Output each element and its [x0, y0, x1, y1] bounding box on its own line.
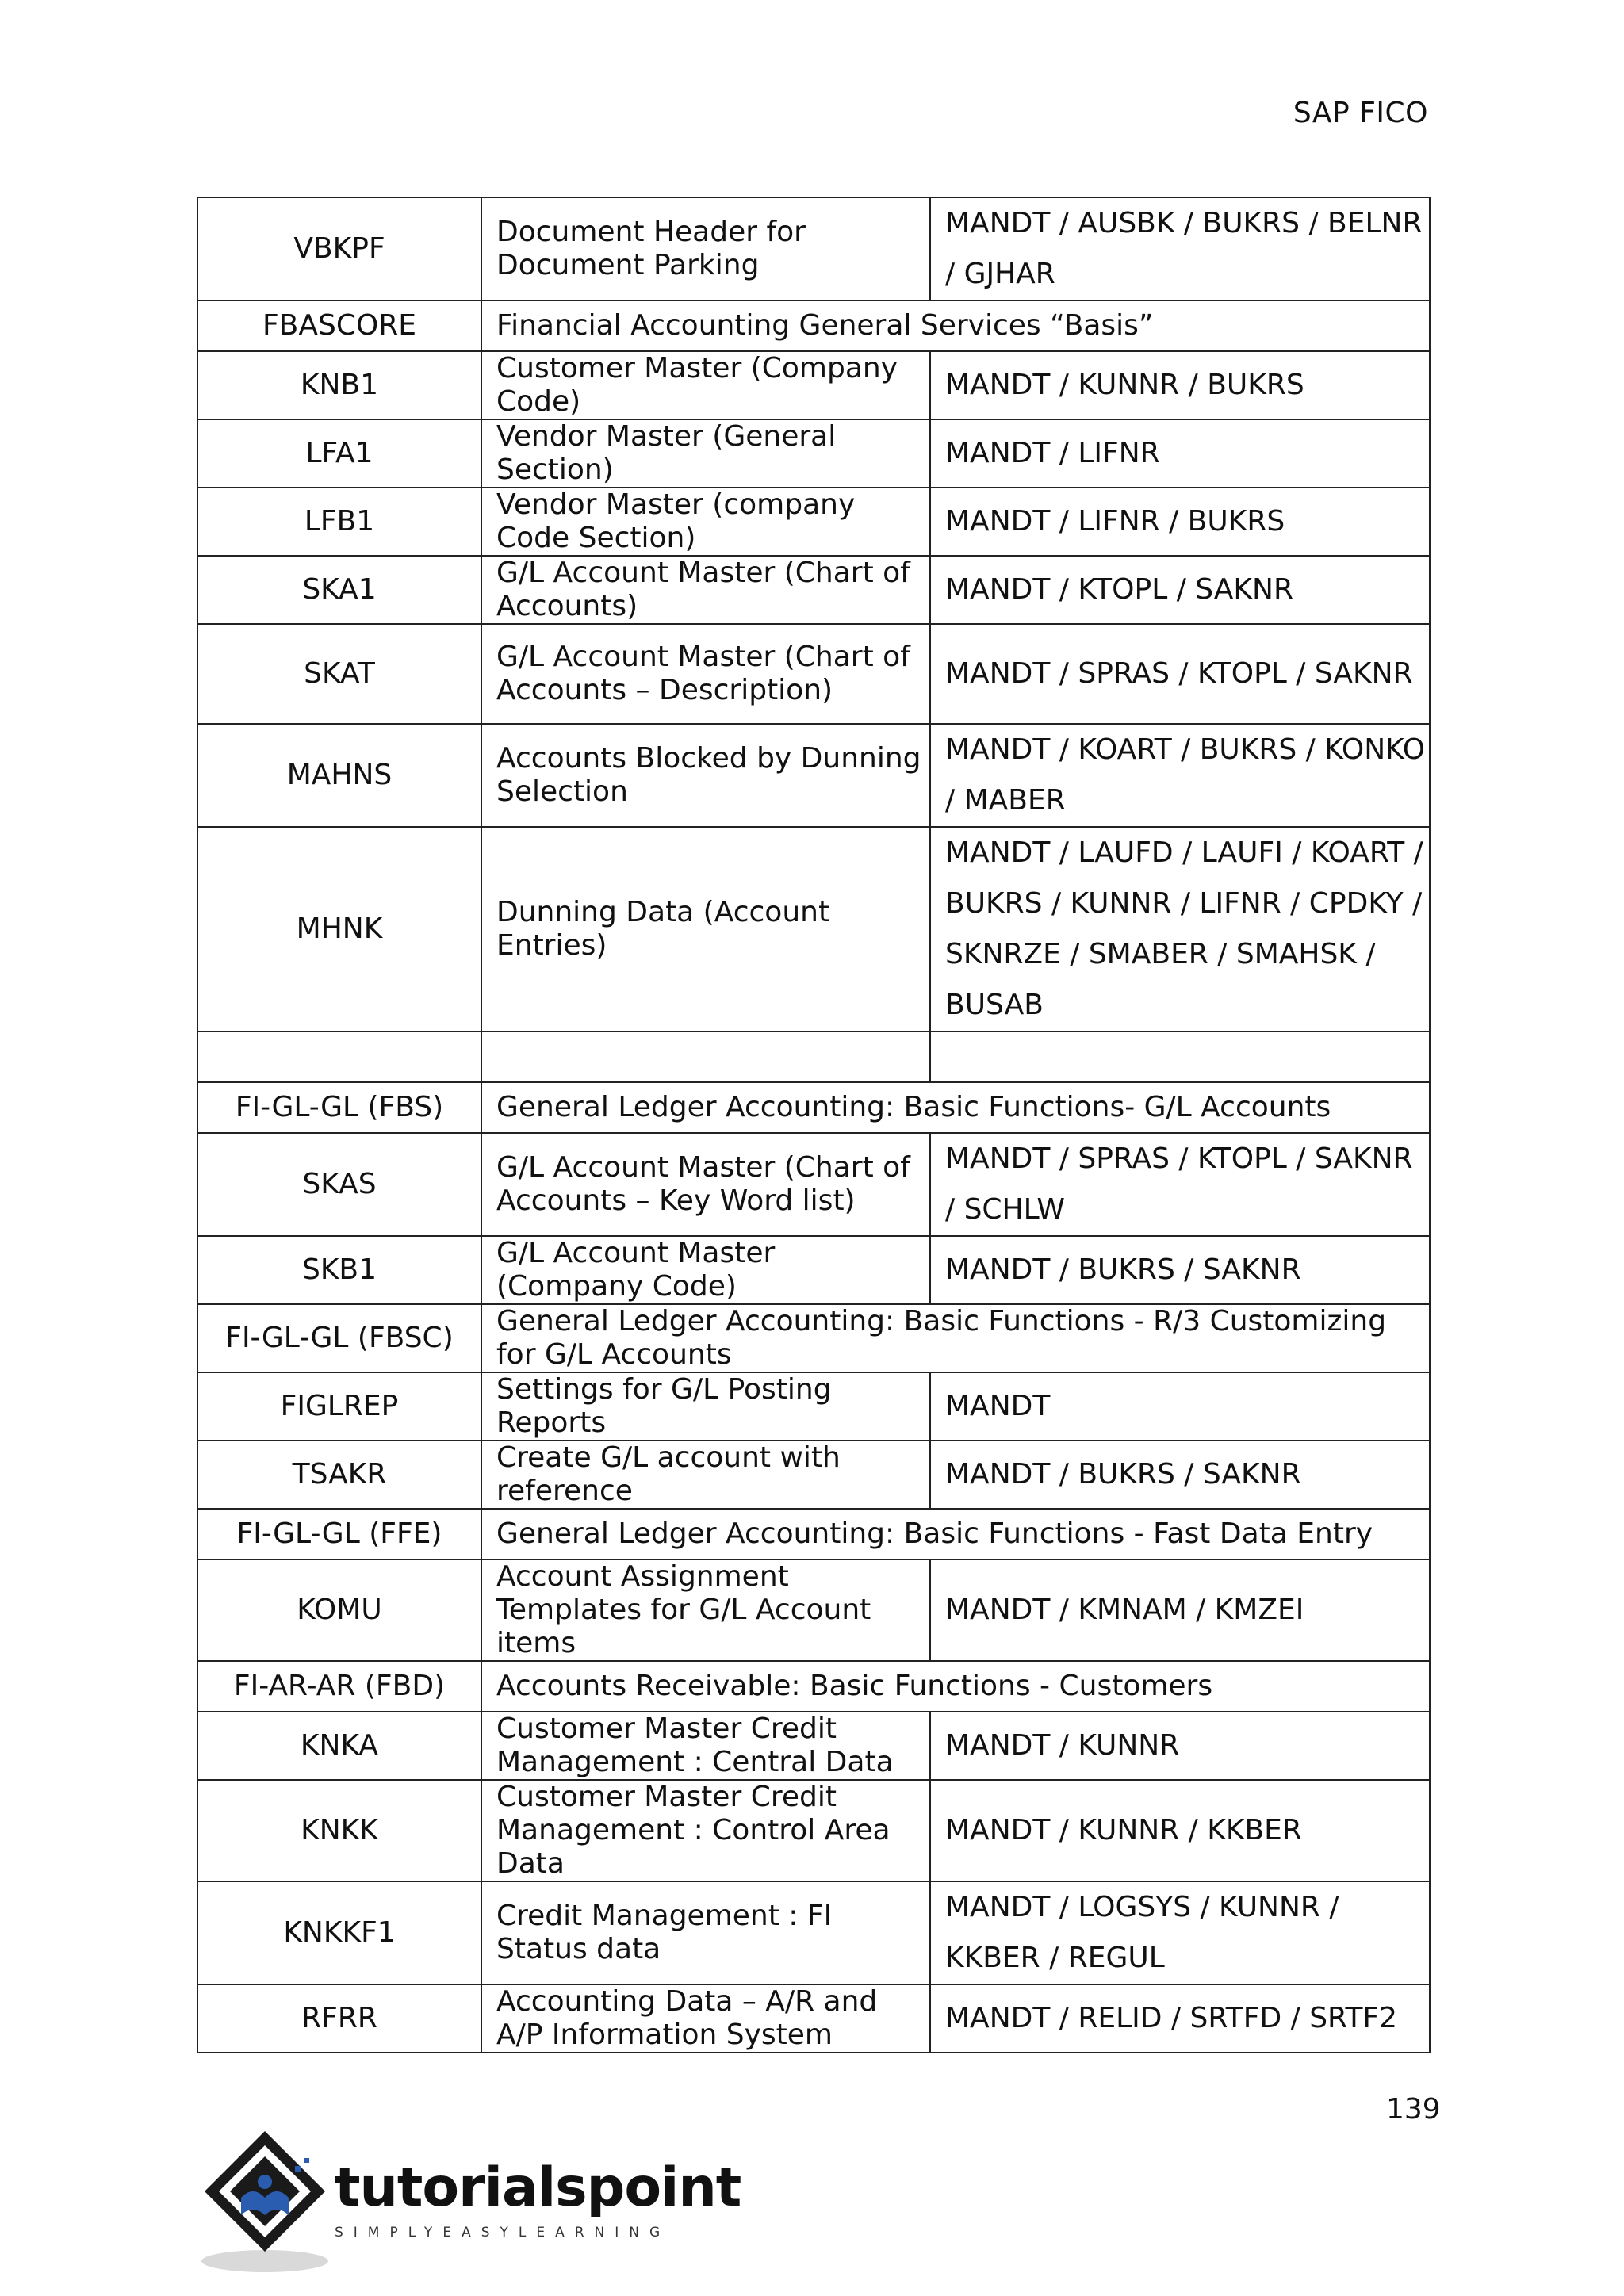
- table-keys-cell: MANDT / LIFNR / BUKRS: [930, 488, 1430, 556]
- page-header-title: SAP FICO: [1293, 97, 1428, 129]
- table-code-cell: FI-GL-GL (FBS): [197, 1082, 481, 1133]
- table-keys-cell: MANDT / KUNNR / KKBER: [930, 1780, 1430, 1881]
- table-code-cell: KNKKF1: [197, 1881, 481, 1984]
- table-description-cell: Accounts Blocked by Dunning Selection: [481, 724, 930, 827]
- table-row: [197, 827, 1430, 1031]
- table-code-cell: TSAKR: [197, 1441, 481, 1509]
- table-description-cell: Accounting Data – A/R and A/P Information System: [481, 1984, 930, 2053]
- sap-tables-table: [197, 197, 1431, 2053]
- table-code-cell: FI-GL-GL (FBSC): [197, 1304, 481, 1372]
- table-keys-cell: MANDT / LOGSYS / KUNNR / KKBER / REGUL: [930, 1881, 1430, 1984]
- table-code-cell: RFRR: [197, 1984, 481, 2053]
- table-code-cell: SKAS: [197, 1133, 481, 1236]
- table-keys-cell: MANDT / LIFNR: [930, 419, 1430, 488]
- table-description-cell: Create G/L account with reference: [481, 1441, 930, 1509]
- table-keys-cell: MANDT / KOART / BUKRS / KONKO / MABER: [930, 724, 1430, 827]
- table-keys-cell: MANDT: [930, 1372, 1430, 1441]
- table-row: [197, 724, 1430, 827]
- table-code-cell: KNB1: [197, 351, 481, 419]
- table-code-cell: SKAT: [197, 624, 481, 724]
- table-description-cell: Vendor Master (company Code Section): [481, 488, 930, 556]
- table-description-cell: G/L Account Master (Chart of Accounts – Key Word list): [481, 1133, 930, 1236]
- table-description-cell: Dunning Data (Account Entries): [481, 827, 930, 1031]
- table-keys-cell: MANDT / KTOPL / SAKNR: [930, 556, 1430, 624]
- table-description-cell: Accounts Receivable: Basic Functions - Customers: [481, 1661, 1430, 1712]
- table-description-cell: Customer Master Credit Management : Central Data: [481, 1712, 930, 1780]
- table-code-cell: KOMU: [197, 1559, 481, 1661]
- table-description-cell: General Ledger Accounting: Basic Functions - R/3 Customizing for G/L Accounts: [481, 1304, 1430, 1372]
- table-row: [197, 488, 1430, 556]
- table-description-cell: Customer Master Credit Management : Control Area Data: [481, 1780, 930, 1881]
- table-row: [197, 1559, 1430, 1661]
- table-description-cell: Document Header for Document Parking: [481, 197, 930, 300]
- table-row: [197, 1031, 1430, 1082]
- page-number: 139: [1386, 2093, 1441, 2126]
- table-code-cell: FI-GL-GL (FFE): [197, 1509, 481, 1559]
- table-code-cell: FBASCORE: [197, 300, 481, 351]
- table-row: [197, 1372, 1430, 1441]
- table-description-cell: [481, 1031, 930, 1082]
- table-keys-cell: MANDT / AUSBK / BUKRS / BELNR / GJHAR: [930, 197, 1430, 300]
- table-code-cell: FIGLREP: [197, 1372, 481, 1441]
- table-row: [197, 1712, 1430, 1780]
- table-code-cell: LFB1: [197, 488, 481, 556]
- tutorialspoint-logo: [193, 2122, 741, 2280]
- table-keys-cell: MANDT / KUNNR / BUKRS: [930, 351, 1430, 419]
- table-code-cell: KNKA: [197, 1712, 481, 1780]
- table-description-cell: Customer Master (Company Code): [481, 351, 930, 419]
- table-row: [197, 1780, 1430, 1881]
- table-keys-cell: MANDT / BUKRS / SAKNR: [930, 1441, 1430, 1509]
- table-row: [197, 1236, 1430, 1304]
- table-row: [197, 1082, 1430, 1133]
- table-code-cell: LFA1: [197, 419, 481, 488]
- table-row: [197, 1509, 1430, 1559]
- logo-wordmark: tutorialspoint: [335, 2156, 741, 2219]
- table-description-cell: G/L Account Master (Chart of Accounts – Description): [481, 624, 930, 724]
- table-row: [197, 351, 1430, 419]
- table-keys-cell: MANDT / SPRAS / KTOPL / SAKNR / SCHLW: [930, 1133, 1430, 1236]
- table-description-cell: G/L Account Master (Chart of Accounts): [481, 556, 930, 624]
- table-code-cell: FI-AR-AR (FBD): [197, 1661, 481, 1712]
- table-row: [197, 419, 1430, 488]
- table-code-cell: [197, 1031, 481, 1082]
- table-row: [197, 197, 1430, 300]
- table-description-cell: Financial Accounting General Services “Basis”: [481, 300, 1430, 351]
- table-row: [197, 1661, 1430, 1712]
- logo-tagline: SIMPLYEASYLEARNING: [335, 2225, 671, 2241]
- table-row: [197, 1984, 1430, 2053]
- table-description-cell: General Ledger Accounting: Basic Functions- G/L Accounts: [481, 1082, 1430, 1133]
- table-description-cell: Account Assignment Templates for G/L Account items: [481, 1559, 930, 1661]
- table-keys-cell: MANDT / KUNNR: [930, 1712, 1430, 1780]
- table-row: [197, 556, 1430, 624]
- table-description-cell: Vendor Master (General Section): [481, 419, 930, 488]
- table-code-cell: KNKK: [197, 1780, 481, 1881]
- table-keys-cell: MANDT / KMNAM / KMZEI: [930, 1559, 1430, 1661]
- table-row: [197, 300, 1430, 351]
- table-code-cell: MHNK: [197, 827, 481, 1031]
- table-keys-cell: MANDT / SPRAS / KTOPL / SAKNR: [930, 624, 1430, 724]
- table-row: [197, 1133, 1430, 1236]
- table-keys-cell: MANDT / LAUFD / LAUFI / KOART / BUKRS / KUNNR / LIFNR / CPDKY / SKNRZE / SMABER / SMAHSK / BUSAB: [930, 827, 1430, 1031]
- table-description-cell: G/L Account Master (Company Code): [481, 1236, 930, 1304]
- table-row: [197, 1881, 1430, 1984]
- table-row: [197, 1441, 1430, 1509]
- table-code-cell: SKB1: [197, 1236, 481, 1304]
- table-description-cell: Credit Management : FI Status data: [481, 1881, 930, 1984]
- table-description-cell: Settings for G/L Posting Reports: [481, 1372, 930, 1441]
- table-keys-cell: MANDT / BUKRS / SAKNR: [930, 1236, 1430, 1304]
- table-row: [197, 1304, 1430, 1372]
- table-code-cell: SKA1: [197, 556, 481, 624]
- logo-emblem-icon: [193, 2122, 336, 2280]
- table-row: [197, 624, 1430, 724]
- table-code-cell: VBKPF: [197, 197, 481, 300]
- table-description-cell: General Ledger Accounting: Basic Functions - Fast Data Entry: [481, 1509, 1430, 1559]
- table-keys-cell: MANDT / RELID / SRTFD / SRTF2: [930, 1984, 1430, 2053]
- table-code-cell: MAHNS: [197, 724, 481, 827]
- table-keys-cell: [930, 1031, 1430, 1082]
